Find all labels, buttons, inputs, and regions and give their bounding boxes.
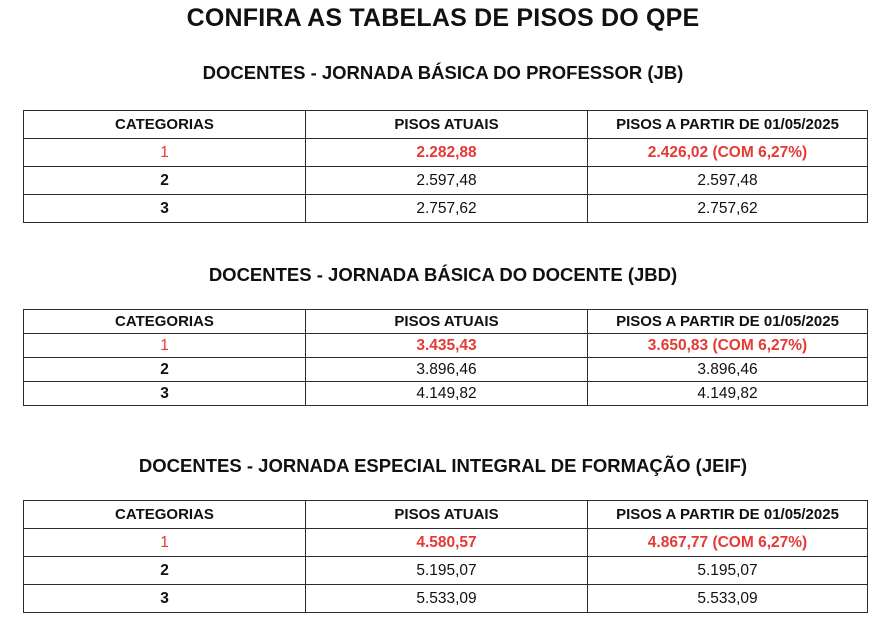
section-title-jbd: DOCENTES - JORNADA BÁSICA DO DOCENTE (JBD) bbox=[208, 264, 678, 285]
section-title-jeif: DOCENTES - JORNADA ESPECIAL INTEGRAL DE FORMAÇÃO (JEIF) bbox=[138, 455, 748, 476]
cell-piso-atual: 4.580,57 bbox=[306, 529, 588, 557]
cell-piso-atual: 3.896,46 bbox=[306, 358, 588, 382]
cell-piso-atual: 2.597,48 bbox=[306, 167, 588, 195]
header-pisos-atuais: PISOS ATUAIS bbox=[306, 310, 588, 334]
cell-categoria: 3 bbox=[24, 195, 306, 223]
cell-piso-novo: 2.426,02 (COM 6,27%) bbox=[588, 139, 868, 167]
cell-piso-novo: 4.867,77 (COM 6,27%) bbox=[588, 529, 868, 557]
cell-categoria: 2 bbox=[24, 358, 306, 382]
cell-categoria: 1 bbox=[24, 529, 306, 557]
table-header-row bbox=[24, 310, 868, 334]
cell-categoria: 3 bbox=[24, 585, 306, 613]
cell-piso-atual: 2.757,62 bbox=[306, 195, 588, 223]
table-row bbox=[24, 195, 868, 223]
header-categorias: CATEGORIAS bbox=[24, 111, 306, 139]
page-title: CONFIRA AS TABELAS DE PISOS DO QPE bbox=[186, 4, 700, 32]
cell-categoria: 3 bbox=[24, 382, 306, 406]
cell-piso-atual: 5.533,09 bbox=[306, 585, 588, 613]
table-row bbox=[24, 585, 868, 613]
cell-categoria: 1 bbox=[24, 334, 306, 358]
table-jeif bbox=[23, 500, 868, 613]
header-pisos-novos: PISOS A PARTIR DE 01/05/2025 bbox=[588, 111, 868, 139]
table-row bbox=[24, 334, 868, 358]
table-jb bbox=[23, 110, 868, 223]
header-categorias: CATEGORIAS bbox=[24, 310, 306, 334]
cell-categoria: 2 bbox=[24, 167, 306, 195]
cell-piso-atual: 3.435,43 bbox=[306, 334, 588, 358]
cell-piso-novo: 5.195,07 bbox=[588, 557, 868, 585]
table-row bbox=[24, 529, 868, 557]
table-row bbox=[24, 358, 868, 382]
header-pisos-atuais: PISOS ATUAIS bbox=[306, 111, 588, 139]
cell-piso-atual: 2.282,88 bbox=[306, 139, 588, 167]
table-row bbox=[24, 167, 868, 195]
cell-piso-atual: 5.195,07 bbox=[306, 557, 588, 585]
table-row bbox=[24, 382, 868, 406]
section-title-jb: DOCENTES - JORNADA BÁSICA DO PROFESSOR (JB) bbox=[202, 62, 684, 83]
cell-piso-novo: 3.650,83 (COM 6,27%) bbox=[588, 334, 868, 358]
cell-piso-atual: 4.149,82 bbox=[306, 382, 588, 406]
table-header-row bbox=[24, 501, 868, 529]
header-pisos-novos: PISOS A PARTIR DE 01/05/2025 bbox=[588, 310, 868, 334]
cell-piso-novo: 2.757,62 bbox=[588, 195, 868, 223]
header-pisos-novos: PISOS A PARTIR DE 01/05/2025 bbox=[588, 501, 868, 529]
cell-piso-novo: 3.896,46 bbox=[588, 358, 868, 382]
table-jbd bbox=[23, 309, 868, 406]
cell-piso-novo: 5.533,09 bbox=[588, 585, 868, 613]
table-row bbox=[24, 557, 868, 585]
cell-piso-novo: 2.597,48 bbox=[588, 167, 868, 195]
header-categorias: CATEGORIAS bbox=[24, 501, 306, 529]
cell-categoria: 1 bbox=[24, 139, 306, 167]
cell-piso-novo: 4.149,82 bbox=[588, 382, 868, 406]
cell-categoria: 2 bbox=[24, 557, 306, 585]
header-pisos-atuais: PISOS ATUAIS bbox=[306, 501, 588, 529]
table-row bbox=[24, 139, 868, 167]
table-header-row bbox=[24, 111, 868, 139]
